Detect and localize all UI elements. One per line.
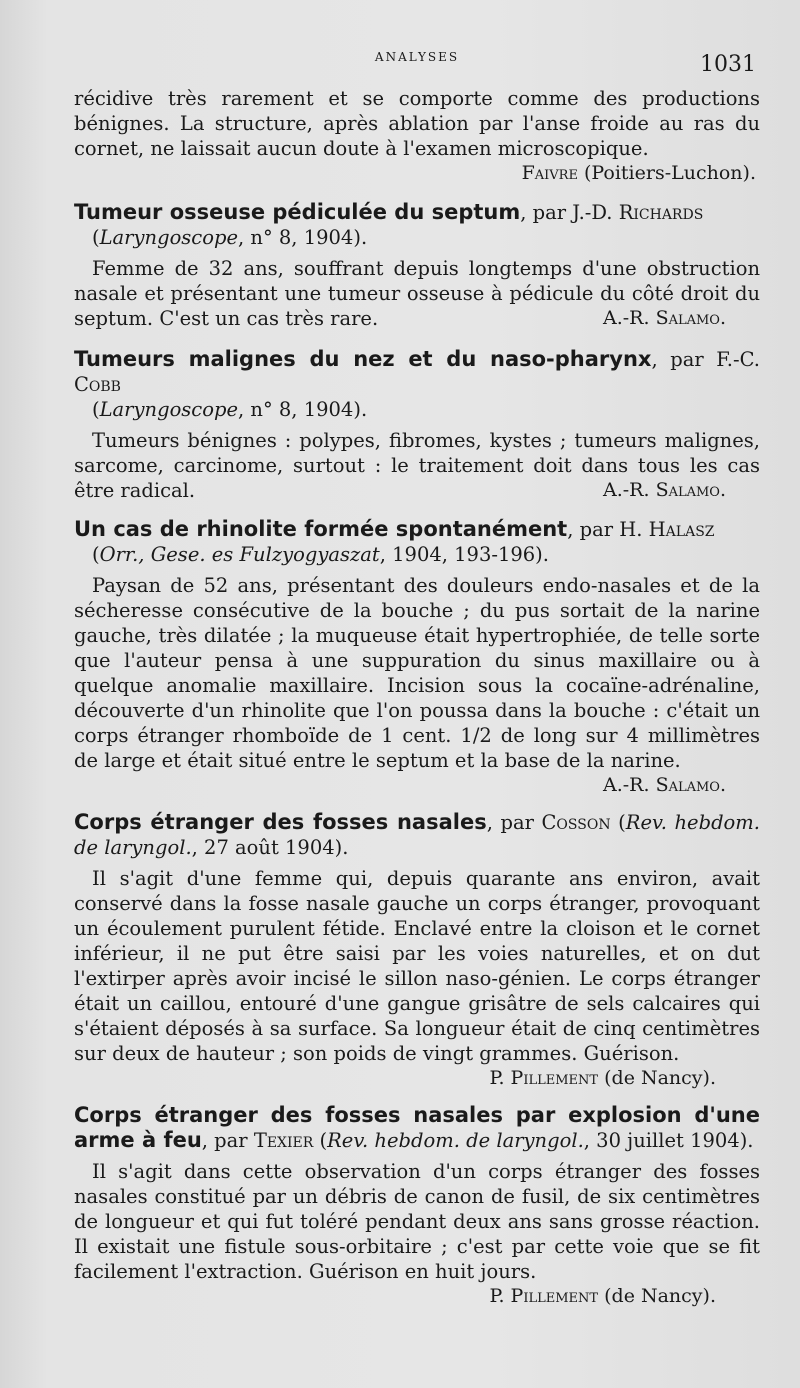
signature-name: A.-R. Salamo. [603, 307, 726, 329]
author-prefix: , par [201, 1129, 254, 1152]
previous-abstract-continuation [74, 86, 760, 186]
citation-details: , n° 8, 1904). [238, 226, 368, 249]
author-prefix: , par [486, 811, 542, 834]
citation-details: , 30 juillet 1904). [583, 1129, 754, 1152]
abstract-body: récidive très rarement et se comporte comme des productions bénignes. La structure, après ablation par l'anse froide au ras du cornet, ne laissait aucun doute à l'examen microscopique. [74, 87, 760, 160]
journal-name: Laryngoscope [99, 398, 238, 421]
signature-place: (de Nancy). [598, 1285, 716, 1307]
citation-details: , 27 août 1904). [191, 836, 349, 859]
abstract-title: Tumeur osseuse pédiculée du septum [74, 200, 521, 224]
author-prefix: , par H. [567, 518, 649, 541]
author-name: Cosson [541, 811, 611, 834]
abstract-tumeurs-malignes [74, 347, 760, 503]
author-name: Texier [253, 1129, 314, 1152]
abstract-title: Tumeurs malignes du nez et du naso-pharynx [74, 347, 652, 371]
signature-name: A.-R. Salamo. [603, 774, 726, 796]
abstract-heading [74, 200, 760, 250]
signature-name: A.-R. Salamo. [603, 479, 726, 501]
journal-name: Laryngoscope [99, 226, 238, 249]
signature-name: Faivre [521, 162, 578, 184]
author-prefix: , par F.-C. [651, 348, 760, 371]
author-prefix: , par J.-D. [520, 201, 619, 224]
abstract-body: Tumeurs bénignes : polypes, fibromes, kystes ; tumeurs malignes, sarcome, carcinome, surtout : le traitement doit dans tous les cas être radical. [74, 429, 760, 502]
abstract-heading: Corps étranger des fosses nasales par explosion d'une arme à feu, par Texier (Rev. hebdom. de laryngol., 30 juillet 1904). [74, 1103, 760, 1152]
abstract-corps-etranger [74, 810, 760, 1091]
page-number: 1031 [700, 52, 756, 77]
abstract-tumeur-osseuse [74, 200, 760, 331]
signature-name: P. Pillement [489, 1285, 599, 1307]
abstract-body: Paysan de 52 ans, présentant des douleurs endo-nasales et de la sécheresse consécutive de la bouche ; du pus sortait de la narine gauche, très dilatée ; la muqueuse était hypertrophiée, de telle sorte que l'auteur pensa à une suppuration du sinus maxillaire ou à quelque anomalie maxillaire. Incision sous la cocaïne-adrénaline, découverte d'un rhinolite que l'on poussa dans la bouche : c'était un corps étranger rhomboïde de 1 cent. 1/2 de long sur 4 millimètres de large et était situé entre le septum et la base de la narine. [74, 574, 760, 772]
abstract-signature [74, 773, 726, 798]
abstract-signature [74, 1284, 716, 1309]
author-name: Halasz [648, 518, 715, 541]
abstract-title: Un cas de rhinolite formée spontanément [74, 517, 568, 541]
abstract-title: Corps étranger des fosses nasales par explosion d'une arme à feu [74, 1103, 760, 1152]
journal-name: Orr., Gese. es Fulzyogyaszat [99, 543, 380, 566]
author-name: Richards [618, 201, 704, 224]
journal-name: Rev. hebdom. de laryngol. [327, 1129, 584, 1152]
signature-place: (Poitiers-Luchon). [577, 162, 756, 184]
abstract-heading [74, 517, 760, 567]
citation: (Orr., Gese. es Fulzyogyaszat, 1904, 193-196). [92, 543, 549, 566]
citation: (Laryngoscope, n° 8, 1904). [92, 226, 368, 249]
abstract-body: Il s'agit dans cette observation d'un corps étranger des fosses nasales constitué par un débris de canon de fusil, de six centimètres de longueur et qui fut toléré pendant deux ans sans grosse réaction. Il existait une fistule sous-orbitaire ; c'est par cette voie que se fit facilement l'extraction. Guérison en huit jours. [74, 1160, 760, 1283]
signature-name: P. Pillement [489, 1067, 599, 1089]
abstract-body: Il s'agit d'une femme qui, depuis quarante ans environ, avait conservé dans la fosse nasale gauche un corps étranger, provoquant un écoulement purulent fétide. Enclavé entre la cloison et le cornet inférieur, il ne put être saisi par les voies naturelles, et on dut l'extirper après avoir incisé le sillon naso-génien. Le corps étranger était un caillou, entouré d'une gangue grisâtre de sels calcaires qui s'étaient déposés à sa surface. Sa longueur était de cinq centimètres sur deux de hauteur ; son poids de vingt grammes. Guérison. [74, 867, 760, 1065]
abstract-signature [74, 161, 756, 186]
citation: (Laryngoscope, n° 8, 1904). [92, 398, 368, 421]
abstract-heading [74, 347, 760, 422]
abstract-arme-a-feu [74, 1103, 760, 1309]
page-header [74, 46, 760, 86]
journal-name: Rev. hebdom. de laryngol. [74, 811, 760, 859]
abstract-heading: Corps étranger des fosses nasales, par Cosson (Rev. hebdom. de laryngol., 27 août 1904). [74, 810, 760, 859]
signature-place: (de Nancy). [598, 1067, 716, 1089]
abstract-rhinolite [74, 517, 760, 798]
citation-details: , n° 8, 1904). [238, 398, 368, 421]
abstract-signature [74, 1066, 716, 1091]
abstract-body: Femme de 32 ans, souffrant depuis longtemps d'une obstruction nasale et présentant une tumeur osseuse à pédicule du côté droit du septum. C'est un cas très rare. [74, 257, 760, 330]
author-name: Cobb [74, 373, 121, 396]
citation-details: , 1904, 193-196). [379, 543, 549, 566]
abstract-title: Corps étranger des fosses nasales [74, 810, 487, 834]
running-head: ANALYSES [374, 50, 460, 64]
